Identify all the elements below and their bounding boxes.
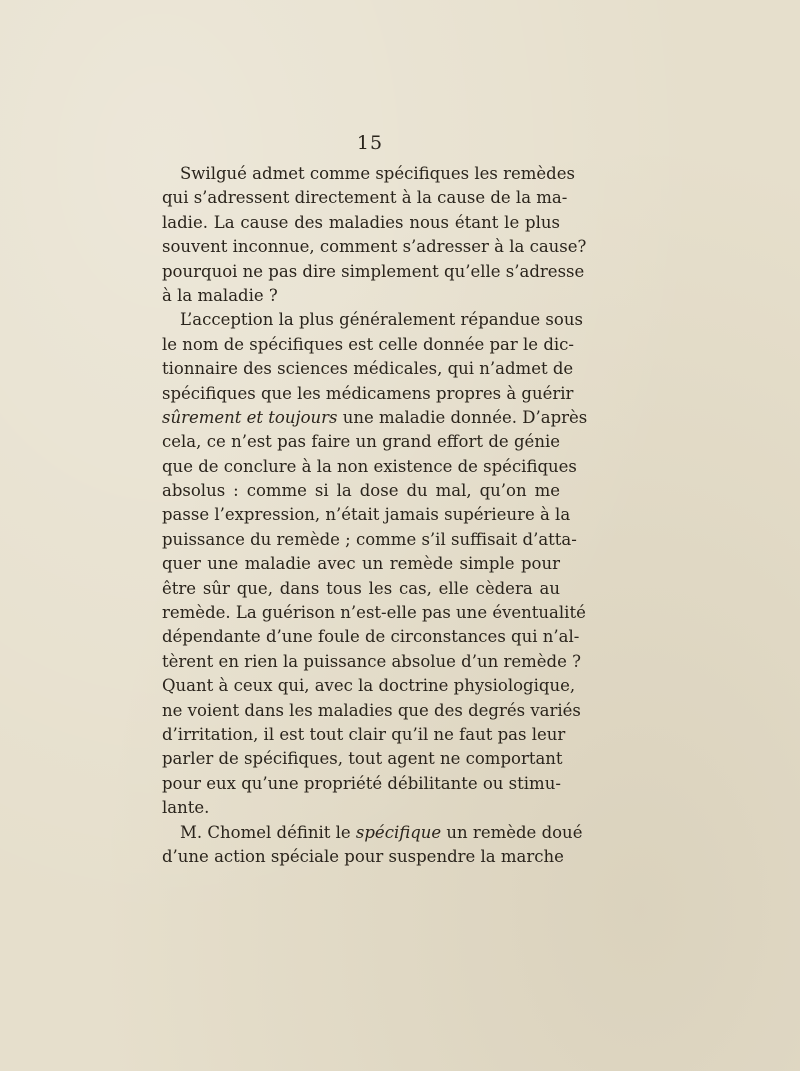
text-line-italic (162, 821, 583, 845)
text-line: pourquoi ne pas dire simplement qu’elle s’adresse (162, 261, 585, 281)
text-line: quer une maladie avec un remède simple pour (162, 554, 560, 574)
text-line: ne voient dans les maladies que des degrés variés (162, 700, 581, 720)
text-line: dépendante d’une foule de circonstances qui n’al- (162, 627, 580, 647)
text-fragment: une maladie donnée. D’après (337, 407, 588, 427)
text-line: que de conclure à la non existence de spécifiques (162, 456, 577, 476)
text-line: absolus : comme si la dose du mal, qu’on me (162, 481, 560, 501)
text-line: qui s’adressent directement à la cause de la ma- (162, 188, 568, 208)
text-line: souvent inconnue, comment s’adresser à la cause? (162, 237, 587, 257)
text-fragment: M. Chomel définit le (180, 822, 356, 842)
text-line: d’une action spéciale pour suspendre la marche (162, 846, 564, 866)
text-line: d’irritation, il est tout clair qu’il ne faut pas leur (162, 724, 566, 744)
text-fragment: un remède doué (441, 822, 583, 842)
text-line: cela, ce n’est pas faire un grand effort de génie (162, 432, 560, 452)
text-line: ladie. La cause des maladies nous étant le plus (162, 212, 560, 232)
text-line: puissance du remède ; comme s’il suffisait d’atta- (162, 529, 577, 549)
text-line: tèrent en rien la puissance absolue d’un remède ? (162, 651, 581, 671)
text-line: parler de spécifiques, tout agent ne comportant (162, 749, 563, 769)
body-text (162, 162, 588, 869)
text-line: spécifiques que les médicamens propres à guérir (162, 383, 574, 403)
text-line: lante. (162, 798, 210, 818)
text-line: L’acception la plus généralement répandue sous (180, 310, 583, 330)
text-line: passe l’expression, n’était jamais supérieure à la (162, 505, 571, 525)
text-line: remède. La guérison n’est-elle pas une éventualité (162, 603, 586, 623)
text-line: à la maladie ? (162, 285, 278, 305)
text-line: tionnaire des sciences médicales, qui n’admet de (162, 359, 574, 379)
text-line: Quant à ceux qui, avec la doctrine physiologique, (162, 676, 576, 696)
text-line-italic (162, 406, 588, 430)
page-number: 15 (356, 132, 384, 154)
italic-phrase: spécifique (355, 822, 442, 842)
text-line: pour eux qu’une propriété débilitante ou stimu- (162, 773, 561, 793)
text-line: être sûr que, dans tous les cas, elle cèdera au (162, 578, 560, 598)
text-line: le nom de spécifiques est celle donnée par le dic- (162, 334, 574, 354)
text-line: Swilgué admet comme spécifiques les remèdes (180, 164, 575, 183)
italic-phrase: sûrement et toujours (162, 407, 338, 427)
